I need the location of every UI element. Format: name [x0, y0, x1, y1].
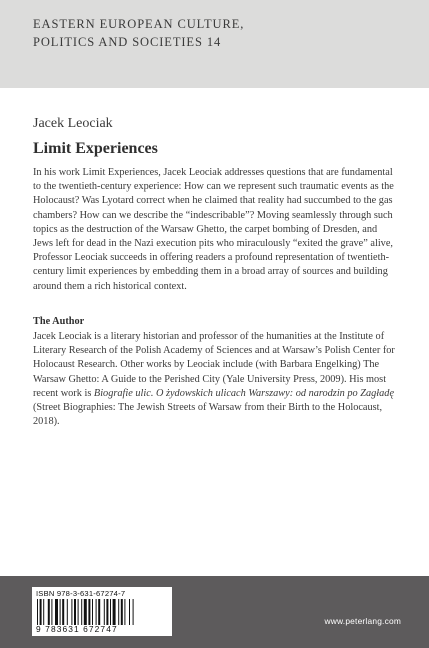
about-author-text-end: (Street Biographies: The Jewish Streets of Warsaw from their Birth to the Holocaust, 2018). [33, 402, 383, 428]
about-author-italic-title: Biografie ulic. O żydowskich ulicach Warszawy: od narodzin po Zagładę [93, 387, 395, 399]
about-author-heading: The Author [33, 316, 85, 327]
series-line-1: EASTERN EUROPEAN CULTURE, [33, 17, 245, 31]
book-title: Limit Experiences [33, 140, 158, 157]
isbn-label: ISBN 978-3-631-67274-7 [36, 589, 126, 598]
series-line-2: POLITICS AND SOCIETIES 14 [33, 35, 222, 49]
ean-number: 9 783631 672747 [36, 624, 118, 634]
about-author-text [33, 330, 395, 429]
barcode [32, 587, 172, 636]
publisher-website: www.peterlang.com [324, 616, 401, 626]
blurb-text: In his work Limit Experiences, Jacek Leociak addresses questions that are fundamental to the twentieth-century experience: How can we represent such traumatic events as the Holocaust? Was Lyotard correct when he claimed that reality had succumbed to the gas chambers? How can we describe the “indescribable”? Moving seamlessly through such topics as the destruction of the Warsaw Ghetto, the carpet bombing of Dresden, and Jews left for dead in the Nazi execution pits who miraculously “exited the grave” alive, Professor Leociak succeeds in offering readers a profound representation of twentieth-century limit experiences by embedding them in a broad array of sources and building around them a rich historical context. [33, 167, 394, 292]
barcode-bars-icon [36, 599, 166, 625]
series-title [33, 15, 393, 51]
header-band [0, 0, 429, 88]
author-name: Jacek Leociak [33, 116, 113, 131]
about-author-text-start: Jacek Leociak is a literary historian and professor of the humanities at the Institute of Literary Research of the Polish Academy of Sciences and at Warsaw’s Polish Center for Holocaust Research. Other works by Leociak include (with Barbara Engelking) The Warsaw Ghetto: A Guide to the Perished City (Yale University Press, 2009). His most recent work is [33, 331, 395, 399]
